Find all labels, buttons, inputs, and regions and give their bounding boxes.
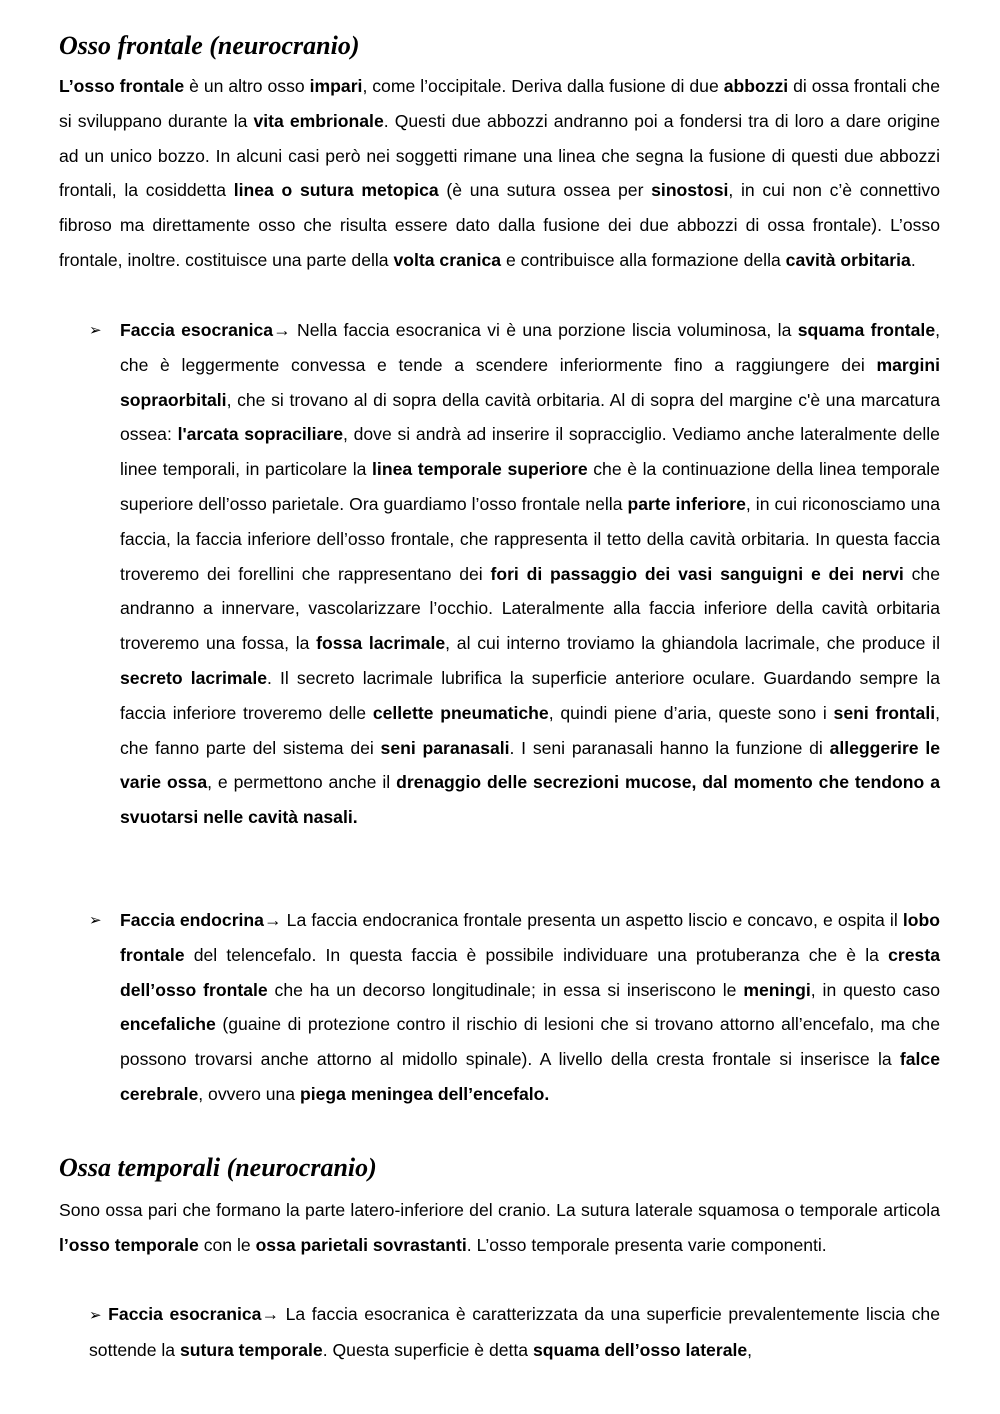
intro-paragraph-frontale: L’osso frontale è un altro osso impari, come l’occipitale. Deriva dalla fusione di due abbozzi di ossa frontali che si sviluppano durante la vita embrionale. Questi due abbozzi andranno poi a fondersi tra di loro a dare origine ad un unico bozzo. In alcuni casi però nei soggetti rimane una linea che segna la fusione di questi due abbozzi frontali, la cosiddetta linea o sutura metopica (è una sutura ossea per sinostosi, in cui non c’è connettivo fibroso ma direttamente osso che risulta essere dato dalla fusione dei due abbozzi di ossa frontale). L’osso frontale, inoltre. costituisce una parte della volta cranica e contribuisce alla formazione della cavità orbitaria. [59,76,940,270]
bullet-arrow-icon: ➢ [89,1306,102,1324]
bullet-arrow-icon: ➢ [89,321,102,339]
intro-paragraph-temporali: Sono ossa pari che formano la parte latero-inferiore del cranio. La sutura laterale squamosa o temporale articola l’osso temporale con le ossa parietali sovrastanti. L’osso temporale presenta varie componenti. [59,1200,940,1255]
bullet-faccia-esocranica-temporale [89,1297,940,1368]
bullet-arrow-icon: ➢ [89,911,102,929]
section-title-osso-frontale: Osso frontale (neurocranio) [59,31,360,60]
section-title-ossa-temporali: Ossa temporali (neurocranio) [59,1153,377,1182]
bullet-faccia-esocranica: Faccia esocranica→ Nella faccia esocranica vi è una porzione liscia voluminosa, la squama frontale, che è leggermente convessa e tende a scendere inferiormente fino a raggiungere dei margini sopraorbitali, che si trovano al di sopra della cavità orbitaria. Al di sopra del margine c'è una marcatura ossea: l'arcata sopraciliare, dove si andrà ad inserire il sopracciglio. Vediamo anche lateralmente delle linee temporali, in particolare la linea temporale superiore che è la continuazione della linea temporale superiore dell’osso parietale. Ora guardiamo l’osso frontale nella parte inferiore, in cui riconosciamo una faccia, la faccia inferiore dell’osso frontale, che rappresenta il tetto della cavità orbitaria. In questa faccia troveremo dei forellini che rappresentano dei fori di passaggio dei vasi sanguigni e dei nervi che andranno a innervare, vascolarizzare l’occhio. Lateralmente alla faccia inferiore della cavità orbitaria troveremo una fossa, la fossa lacrimale, al cui interno troviamo la ghiandola lacrimale, che produce il secreto lacrimale. Il secreto lacrimale lubrifica la superficie anteriore oculare. Guardando sempre la faccia inferiore troveremo delle cellette pneumatiche, quindi piene d’aria, queste sono i seni frontali, che fanno parte del sistema dei seni paranasali. I seni paranasali hanno la funzione di alleggerire le varie ossa, e permettono anche il drenaggio delle secrezioni mucose, dal momento che tendono a svuotarsi nelle cavità nasali. [120,320,940,828]
bullet-text: Faccia esocranica→ La faccia esocranica è caratterizzata da una superficie prevalentemente liscia che sottende la sutura temporale. Questa superficie è detta squama dell’osso laterale, [89,1304,940,1360]
bullet-faccia-endocrina: Faccia endocrina→ La faccia endocranica frontale presenta un aspetto liscio e concavo, e ospita il lobo frontale del telencefalo. In questa faccia è possibile individuare una protuberanza che è la cresta dell’osso frontale che ha un decorso longitudinale; in essa si inseriscono le meningi, in questo caso encefaliche (guaine di protezione contro il rischio di lesioni che si trovano attorno all’encefalo, ma che possono trovarsi anche attorno al midollo spinale). A livello della cresta frontale si inserisce la falce cerebrale, ovvero una piega meningea dell’encefalo. [120,910,940,1104]
